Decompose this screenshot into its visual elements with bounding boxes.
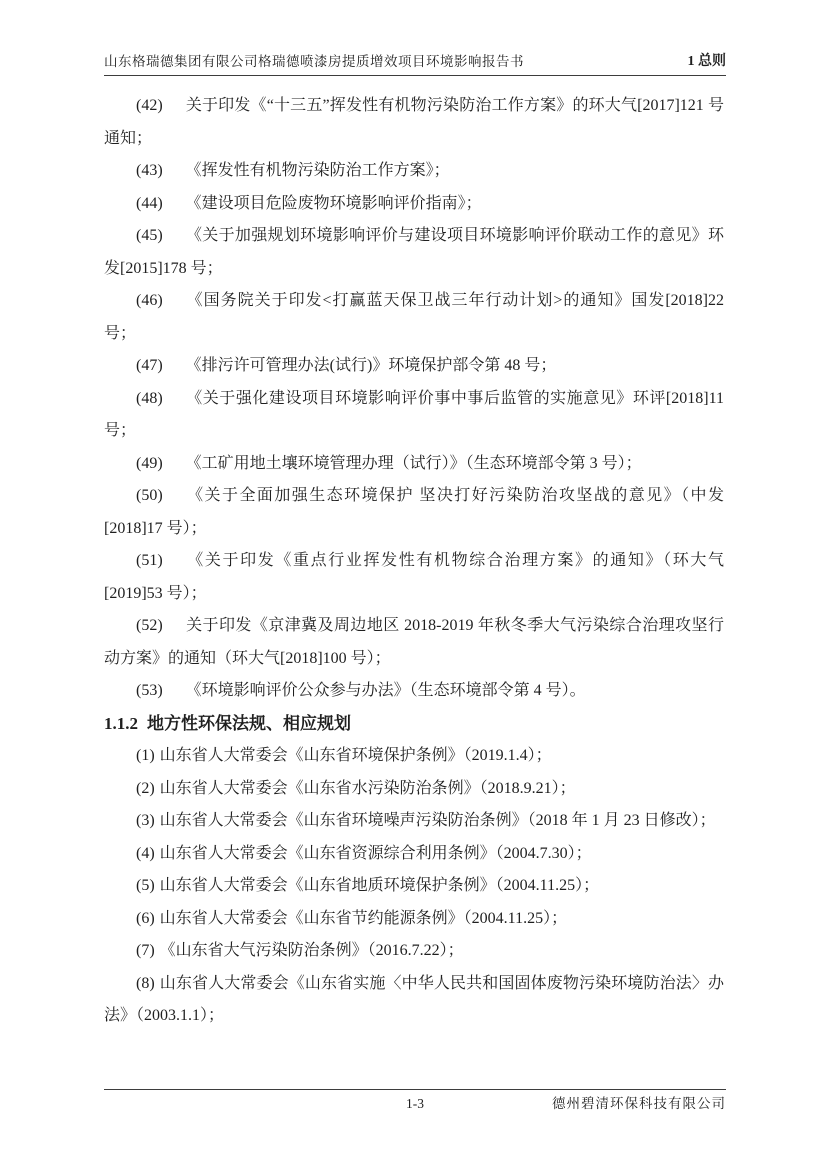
footer-company-name: 德州碧清环保科技有限公司 — [552, 1096, 726, 1111]
law-item-number: (47) — [136, 357, 163, 374]
law-item-text: 《关于加强规划环境影响评价与建设项目环境影响评价联动工作的意见》环发[2015]178 号； — [104, 227, 724, 277]
law-item-number: (44) — [136, 194, 163, 212]
local-item-7 — [104, 935, 724, 968]
local-item-number: (4) — [136, 844, 155, 862]
local-item-text: 《山东省大气污染防治条例》（2016.7.22）； — [159, 942, 464, 959]
law-item-text: 《挥发性有机物污染防治工作方案》； — [185, 162, 450, 179]
local-item-text: 山东省人大常委会《山东省地质环境保护条例》（2004.11.25）； — [159, 877, 600, 894]
law-item-42 — [104, 90, 724, 155]
law-item-number: (42) — [136, 97, 163, 114]
law-item-number: (45) — [136, 227, 163, 244]
local-item-number: (5) — [136, 877, 155, 894]
law-item-text: 《关于强化建设项目环境影响评价事中事后监管的实施意见》环评[2018]11 号； — [104, 389, 724, 439]
law-item-text: 《国务院关于印发<打赢蓝天保卫战三年行动计划>的通知》国发[2018]22 号； — [104, 292, 724, 342]
law-item-text: 关于印发《“十三五”挥发性有机物污染防治工作方案》的环大气[2017]121 号通知； — [104, 97, 724, 147]
law-item-number: (49) — [136, 454, 163, 472]
local-item-number: (2) — [136, 779, 155, 797]
local-item-text: 山东省人大常委会《山东省环境噪声污染防治条例》（2018 年 1 月 23 日修改）； — [159, 812, 716, 829]
local-item-number: (1) — [136, 747, 155, 764]
local-item-6 — [104, 903, 724, 936]
local-item-number: (6) — [136, 909, 155, 927]
local-item-number: (8) — [136, 974, 155, 992]
local-item-text: 山东省人大常委会《山东省实施〈中华人民共和国固体废物污染环境防治法〉办法》（2003.1.1）； — [104, 974, 724, 1024]
local-item-3 — [104, 805, 724, 838]
section-heading-number: 1.1.2 — [104, 713, 138, 733]
law-item-text: 《建设项目危险废物环境影响评价指南》； — [185, 194, 482, 212]
law-item-48 — [104, 383, 724, 448]
law-item-number: (53) — [136, 682, 163, 699]
section-heading-text: 地方性环保法规、相应规划 — [147, 713, 351, 733]
local-item-5 — [104, 870, 724, 903]
law-item-50 — [104, 480, 724, 545]
header-section-label: 1 总则 — [687, 54, 726, 69]
law-item-47 — [104, 350, 724, 383]
law-item-45 — [104, 220, 724, 285]
local-item-2 — [104, 773, 724, 806]
local-item-text: 山东省人大常委会《山东省节约能源条例》（2004.11.25）； — [159, 909, 568, 927]
law-item-44 — [104, 188, 724, 221]
law-item-text: 关于印发《京津冀及周边地区 2018-2019 年秋冬季大气污染综合治理攻坚行动方案》的通知（环大气[2018]100 号）； — [104, 617, 724, 667]
header-doc-title: 山东格瑞德集团有限公司格瑞德喷漆房提质增效项目环境影响报告书 — [104, 54, 524, 69]
document-body — [104, 90, 724, 1033]
law-item-53 — [104, 675, 724, 708]
local-item-number: (7) — [136, 942, 155, 959]
local-item-4 — [104, 838, 724, 871]
law-item-number: (51) — [136, 552, 163, 569]
law-item-number: (50) — [136, 487, 163, 504]
local-item-text: 山东省人大常委会《山东省水污染防治条例》（2018.9.21）； — [159, 779, 576, 797]
local-item-8 — [104, 968, 724, 1033]
local-item-text: 山东省人大常委会《山东省环境保护条例》（2019.1.4）； — [159, 747, 552, 764]
page-header — [104, 52, 726, 76]
law-item-text: 《工矿用地土壤环境管理办理（试行）》（生态环境部令第 3 号）； — [185, 454, 642, 472]
law-item-number: (48) — [136, 389, 163, 407]
law-item-51 — [104, 545, 724, 610]
law-item-43 — [104, 155, 724, 188]
page-footer — [104, 1089, 726, 1129]
law-item-text: 《排污许可管理办法(试行)》环境保护部令第 48 号； — [185, 357, 557, 374]
law-item-number: (43) — [136, 162, 163, 179]
local-item-1 — [104, 740, 724, 773]
law-item-text: 《关于全面加强生态环境保护 坚决打好污染防治攻坚战的意见》（中发[2018]17 号）； — [104, 487, 724, 537]
law-item-46 — [104, 285, 724, 350]
local-item-number: (3) — [136, 812, 155, 829]
law-item-52 — [104, 610, 724, 675]
law-item-number: (52) — [136, 617, 163, 634]
law-item-49 — [104, 448, 724, 481]
law-item-number: (46) — [136, 292, 163, 309]
footer-page-number: 1-3 — [406, 1096, 424, 1111]
local-item-text: 山东省人大常委会《山东省资源综合利用条例》（2004.7.30）； — [159, 844, 592, 862]
law-item-text: 《环境影响评价公众参与办法》（生态环境部令第 4 号）。 — [185, 682, 586, 699]
law-item-text: 《关于印发《重点行业挥发性有机物综合治理方案》的通知》（环大气[2019]53 号）； — [104, 552, 724, 602]
section-heading-1-1-2 — [104, 708, 724, 741]
